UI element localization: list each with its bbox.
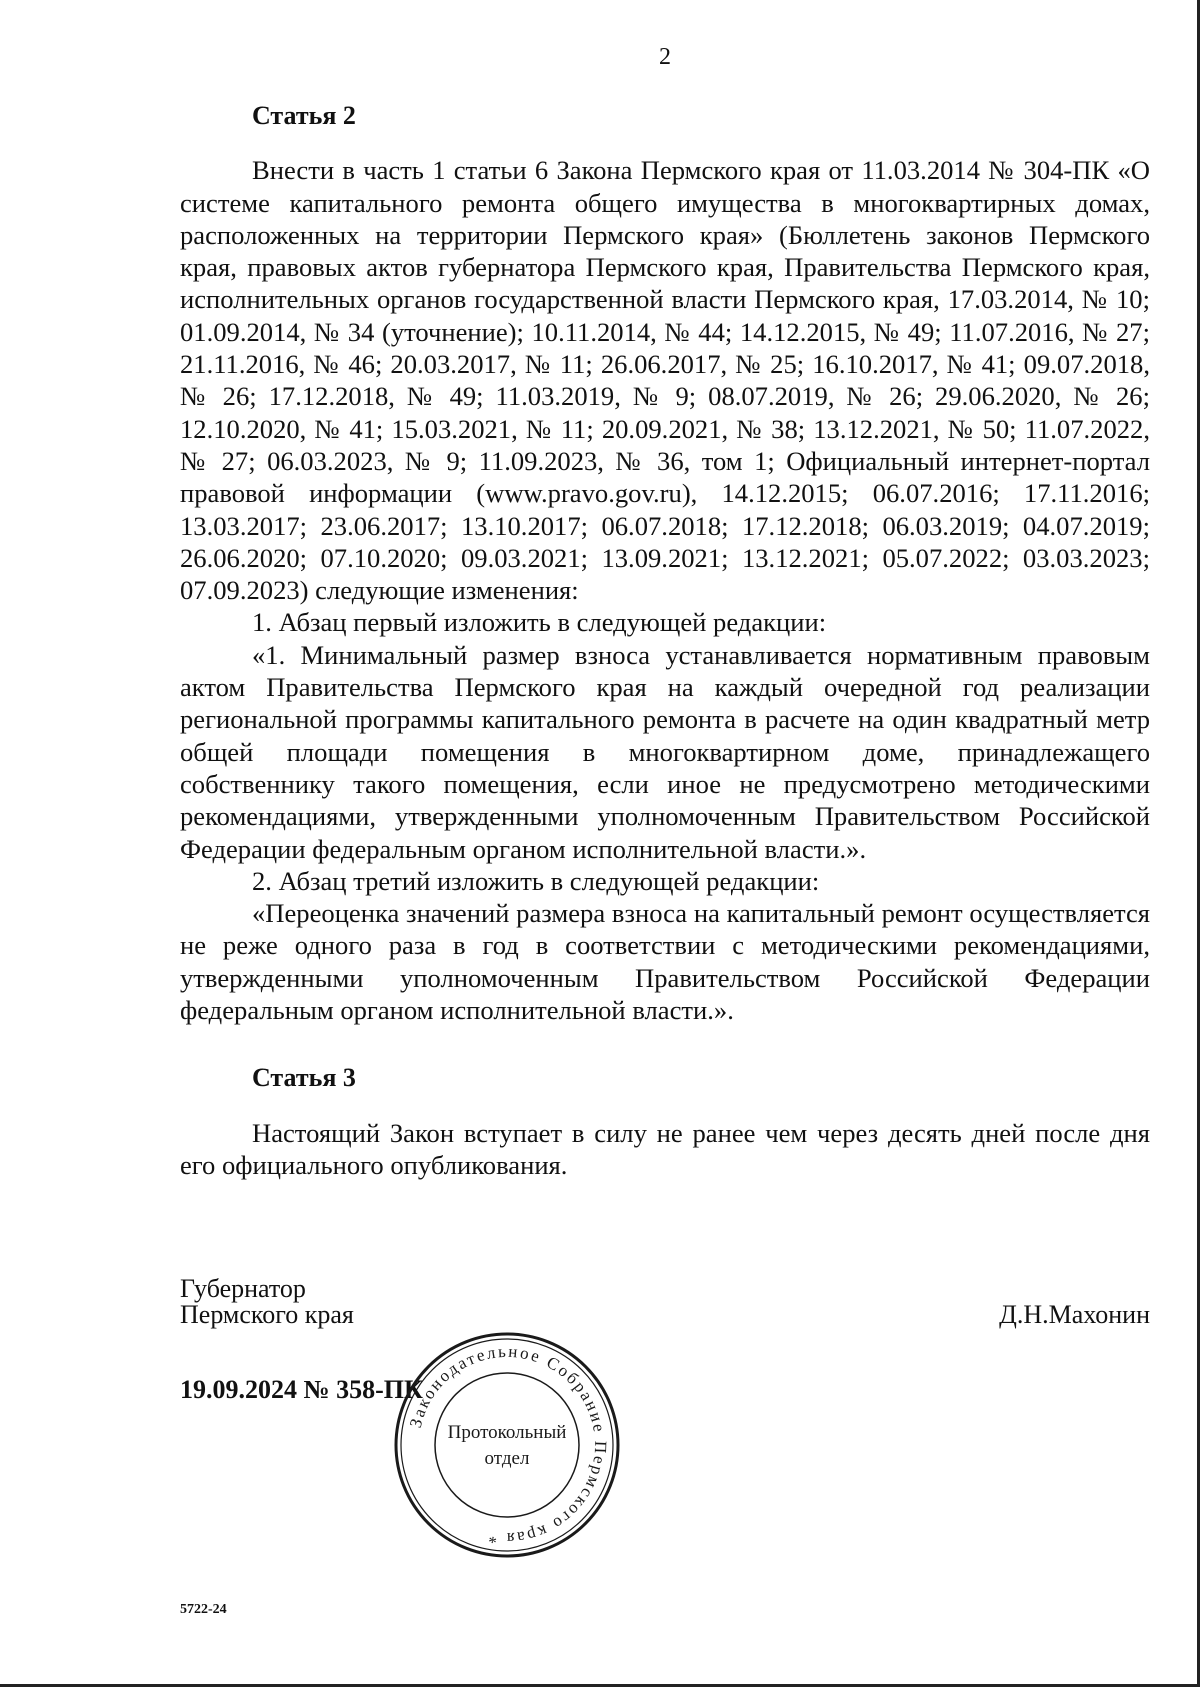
article-2-intro: Внести в часть 1 статьи 6 Закона Пермского края от 11.03.2014 № 304-ПК «О системе капитального ремонта общего имущества в многоквартирных домах, расположенных на территории Пермского края» (Бюллетень законов Пермского края, правовых актов губернатора Пермского края, Правительства Пермского края, исполнительных органов государственной власти Пермского края, 17.03.2014, № 10; 01.09.2014, № 34 (уточнение); 10.11.2014, № 44; 14.12.2015, № 49; 11.07.2016, № 27; 21.11.2016, № 46; 20.03.2017, № 11; 26.06.2017, № 25; 16.10.2017, № 41; 09.07.2018, № 26; 17.12.2018, № 49; 11.03.2019, № 9; 08.07.2019, № 26; 29.06.2020, № 26; 12.10.2020, № 41; 15.03.2021, № 11; 20.09.2021, № 38; 13.12.2021, № 50; 11.07.2022, № 27; 06.03.2023, № 9; 11.09.2023, № 36, том 1; Официальный интернет-портал правовой информации (www.pravo.gov.ru), 14.12.2015; 06.07.2016; 17.11.2016; 13.03.2017; 23.06.2017; 13.10.2017; 06.07.2018; 17.12.2018; 06.03.2019; 04.07.2019; 26.06.2020; 07.10.2020; 09.03.2021; 13.09.2021; 13.12.2021; 05.07.2022; 03.03.2023; 07.09.2023) следующие изменения: <box>180 155 1150 606</box>
stamp-center-line-1: Протокольный <box>447 1422 567 1443</box>
article-2-item-2-text: «Переоценка значений размера взноса на капитальный ремонт осуществляется не реже одного раза в год в соответствии с методическими рекомендациями, утвержденными уполномоченным Правительством Российской Федерации федеральным органом исполнительной власти.». <box>180 898 1150 1026</box>
article-2-item-1-text: «1. Минимальный размер взноса устанавливается нормативным правовым актом Правительства Пермского края на каждый очередной год реализации региональной программы капитального ремонта в расчете на один квадратный метр общей площади помещения в многоквартирном доме, принадлежащего собственнику такого помещения, если иное не предусмотрено методическими рекомендациями, утвержденными уполномоченным Правительством Российской Федерации федеральным органом исполнительной власти.». <box>180 639 1150 864</box>
law-date-number: 19.09.2024 № 358-ПК <box>180 1375 423 1404</box>
signature-position-line-1: Губернатор <box>180 1274 306 1303</box>
stamp-ring-text: Законодательное Собрание Пермского края * <box>405 1341 611 1549</box>
stamp-inner-ring <box>401 1339 613 1551</box>
official-stamp <box>392 1330 622 1560</box>
stamp-center-line-2: отдел <box>484 1448 530 1469</box>
article-2-heading: Статья 2 <box>252 101 356 130</box>
article-3-text: Настоящий Закон вступает в силу не ранее чем через десять дней после дня его официального опубликования. <box>180 1117 1150 1180</box>
page-number: 2 <box>659 44 671 70</box>
stamp-center-ring <box>435 1373 579 1517</box>
article-2-item-1-title: 1. Абзац первый изложить в следующей редакции: <box>252 607 827 638</box>
document-code: 5722-24 <box>180 1602 227 1617</box>
stamp-outer-ring <box>396 1334 618 1556</box>
signature-position-line-2: Пермского края <box>180 1300 354 1329</box>
document-body <box>180 100 1150 1181</box>
signatory-name: Д.Н.Махонин <box>999 1300 1150 1329</box>
signature-block <box>180 1276 1150 1328</box>
article-2-item-2-title: 2. Абзац третий изложить в следующей редакции: <box>252 865 820 896</box>
article-3-heading: Статья 3 <box>252 1063 356 1093</box>
